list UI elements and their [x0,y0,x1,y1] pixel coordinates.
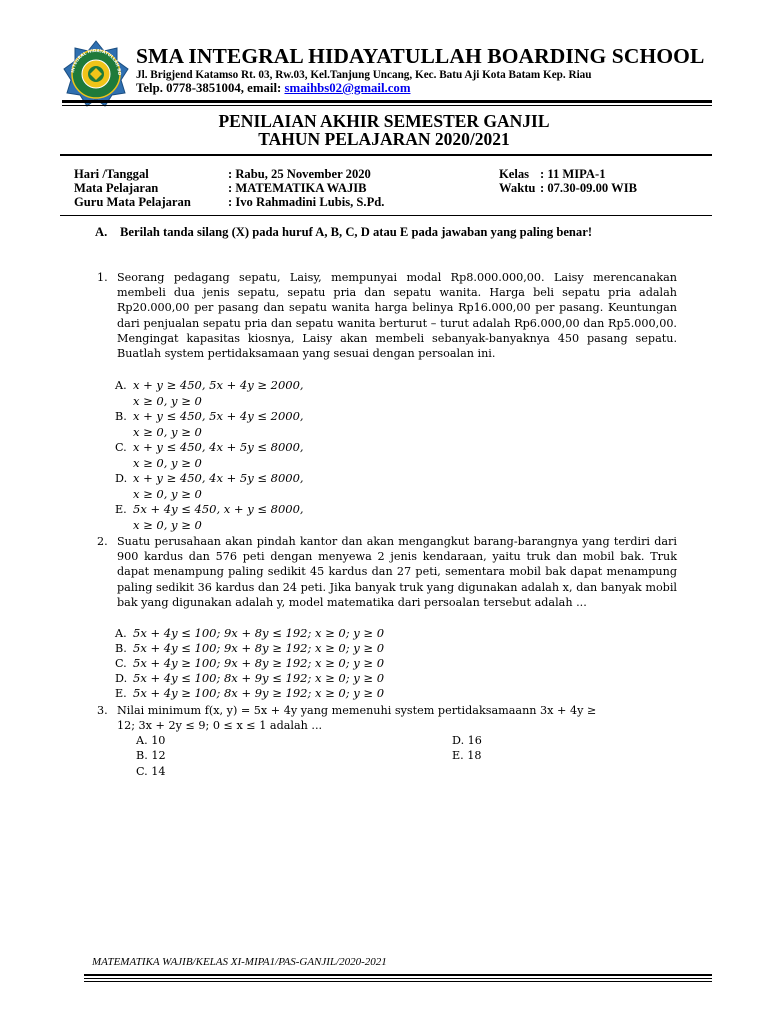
contact-prefix: Telp. 0778-3851004, email: [136,81,285,95]
q1-option-c-line2: x ≥ 0, y ≥ 0 [133,456,202,470]
q1-option-e-line2: x ≥ 0, y ≥ 0 [133,518,202,532]
q3-choice-a[interactable]: A. 10 [136,734,166,747]
school-address: Jl. Brigjend Katamso Rt. 03, Rw.03, Kel.Tanjung Uncang, Kec. Batu Aji Kota Batam Kep. Riau [136,69,592,81]
header-divider-thick [62,100,712,103]
q1-option-a-line2: x ≥ 0, y ≥ 0 [133,394,202,408]
day-value: : Rabu, 25 November 2020 [228,167,371,181]
school-name: SMA INTEGRAL HIDAYATULLAH BOARDING SCHOOL [136,44,705,68]
q1-option-d-line1: x + y ≥ 450, 4x + 5y ≤ 8000, [133,471,304,485]
teacher-label: Guru Mata Pelajaran [74,195,191,209]
q1-option-e-line1: 5x + 4y ≤ 450, x + y ≤ 8000, [133,502,304,516]
email-link[interactable]: smaihbs02@gmail.com [284,81,411,95]
q1-option-d-line2: x ≥ 0, y ≥ 0 [133,487,202,501]
subject-label: Mata Pelajaran [74,181,159,195]
q2-option-d-letter[interactable]: D. [115,672,128,685]
q3-choice-d[interactable]: D. 16 [452,734,482,747]
q2-option-a-value: 5x + 4y ≤ 100; 9x + 8y ≤ 192; x ≥ 0; y ≥ 0 [133,626,385,640]
time-label: Waktu [499,181,536,195]
subject-value: : MATEMATIKA WAJIB [228,181,367,195]
q1-option-a-letter[interactable]: A. [115,379,127,392]
q1-option-c-letter[interactable]: C. [115,441,127,454]
class-value: : 11 MIPA-1 [540,167,606,181]
school-contact [136,81,410,96]
title-divider [60,154,712,156]
question-3-text-line1: Nilai minimum f(x, y) = 5x + 4y yang memenuhi system pertidaksamaann 3x + 4y ≥ [117,704,597,717]
q1-option-b-line1: x + y ≤ 450, 5x + 4y ≤ 2000, [133,409,304,423]
exam-year: TAHUN PELAJARAN 2020/2021 [258,129,510,149]
q2-option-b-value: 5x + 4y ≤ 100; 9x + 8y ≥ 192; x ≥ 0; y ≥ 0 [133,641,385,655]
logo-ring-text: INTEGRAL HIDAYATULLAH BO [70,47,123,76]
section-instruction-text: Berilah tanda silang (X) pada huruf A, B, C, D atau E pada jawaban yang paling benar! [120,225,593,239]
q2-option-c-letter[interactable]: C. [115,657,127,670]
time-value: : 07.30-09.00 WIB [540,181,638,195]
question-1-text [117,270,677,361]
question-1-number: 1. [97,271,108,284]
question-2-text [117,534,677,610]
q1-option-c-line1: x + y ≤ 450, 4x + 5y ≤ 8000, [133,440,304,454]
footer-divider-thick [84,974,712,976]
exam-title: PENILAIAN AKHIR SEMESTER GANJIL [218,111,550,131]
school-logo-icon [62,40,130,108]
q2-option-d-value: 5x + 4y ≤ 100; 8x + 9y ≤ 192; x ≥ 0; y ≥ 0 [133,671,385,685]
info-divider [60,215,712,216]
question-2-body: Suatu perusahaan akan pindah kantor dan akan mengangkut barang-barangnya yang terdiri dari 900 kardus dan 576 peti dengan menyewa 2 jenis kendaraan, yaitu truk dan mobil bak. Truk dapat menampung paling sedikit 45 kardus dan 27 peti, sementara mobil bak dapat menampung paling sedikit 36 kardus dan 24 peti. Jika banyak truk yang digunakan adalah x, dan banyak mobil bak yang digunakan adalah y, model matematika dari persoalan tersebut adalah ... [117,535,677,609]
q1-option-e-letter[interactable]: E. [115,503,127,516]
q1-option-a-line1: x + y ≥ 450, 5x + 4y ≥ 2000, [133,378,304,392]
q2-option-c-value: 5x + 4y ≥ 100; 9x + 8y ≥ 192; x ≥ 0; y ≥ 0 [133,656,385,670]
q1-option-d-letter[interactable]: D. [115,472,128,485]
question-3-number: 3. [97,704,108,717]
q1-option-b-letter[interactable]: B. [115,410,127,423]
section-a-instruction [95,225,665,240]
footer-text: MATEMATIKA WAJIB/KELAS XI-MIPA1/PAS-GANJIL/2020-2021 [92,956,387,968]
q3-choice-b[interactable]: B. 12 [136,749,166,762]
school-logo [62,40,130,108]
section-letter: A. [95,225,108,239]
question-1-body: Seorang pedagang sepatu, Laisy, mempunyai modal Rp8.000.000,00. Laisy merencanakan membeli dua jenis sepatu, sepatu pria dan sepatu wanita. Harga beli sepatu pria adalah Rp20.000,00 per pasang dan sepatu wanita harga belinya Rp16.000,00 per pasang. Keuntungan dari penjualan sepatu pria dan sepatu wanita berturut – turut adalah Rp6.000,00 dan Rp5.000,00. Mengingat kapasitas kiosnya, Laisy akan membeli sebanyak-banyaknya 450 pasang sepatu. Buatlah system pertidaksamaan yang sesuai dengan persoalan ini. [117,271,677,361]
q3-choice-c[interactable]: C. 14 [136,765,166,778]
q2-option-e-value: 5x + 4y ≥ 100; 8x + 9y ≥ 192; x ≥ 0; y ≥ 0 [133,686,385,700]
q1-option-b-line2: x ≥ 0, y ≥ 0 [133,425,202,439]
q2-option-e-letter[interactable]: E. [115,687,127,700]
question-3-text-line2: 12; 3x + 2y ≤ 9; 0 ≤ x ≤ 1 adalah ... [117,719,323,732]
class-label: Kelas [499,167,530,181]
footer-divider-thin-2 [84,981,712,982]
header-divider-thin [62,105,712,106]
q2-option-b-letter[interactable]: B. [115,642,127,655]
day-label: Hari /Tanggal [74,167,149,181]
q3-choice-e[interactable]: E. 18 [452,749,482,762]
question-2-number: 2. [97,535,108,548]
teacher-value: : Ivo Rahmadini Lubis, S.Pd. [228,195,385,209]
q2-option-a-letter[interactable]: A. [115,627,127,640]
footer-divider-thin [84,978,712,979]
